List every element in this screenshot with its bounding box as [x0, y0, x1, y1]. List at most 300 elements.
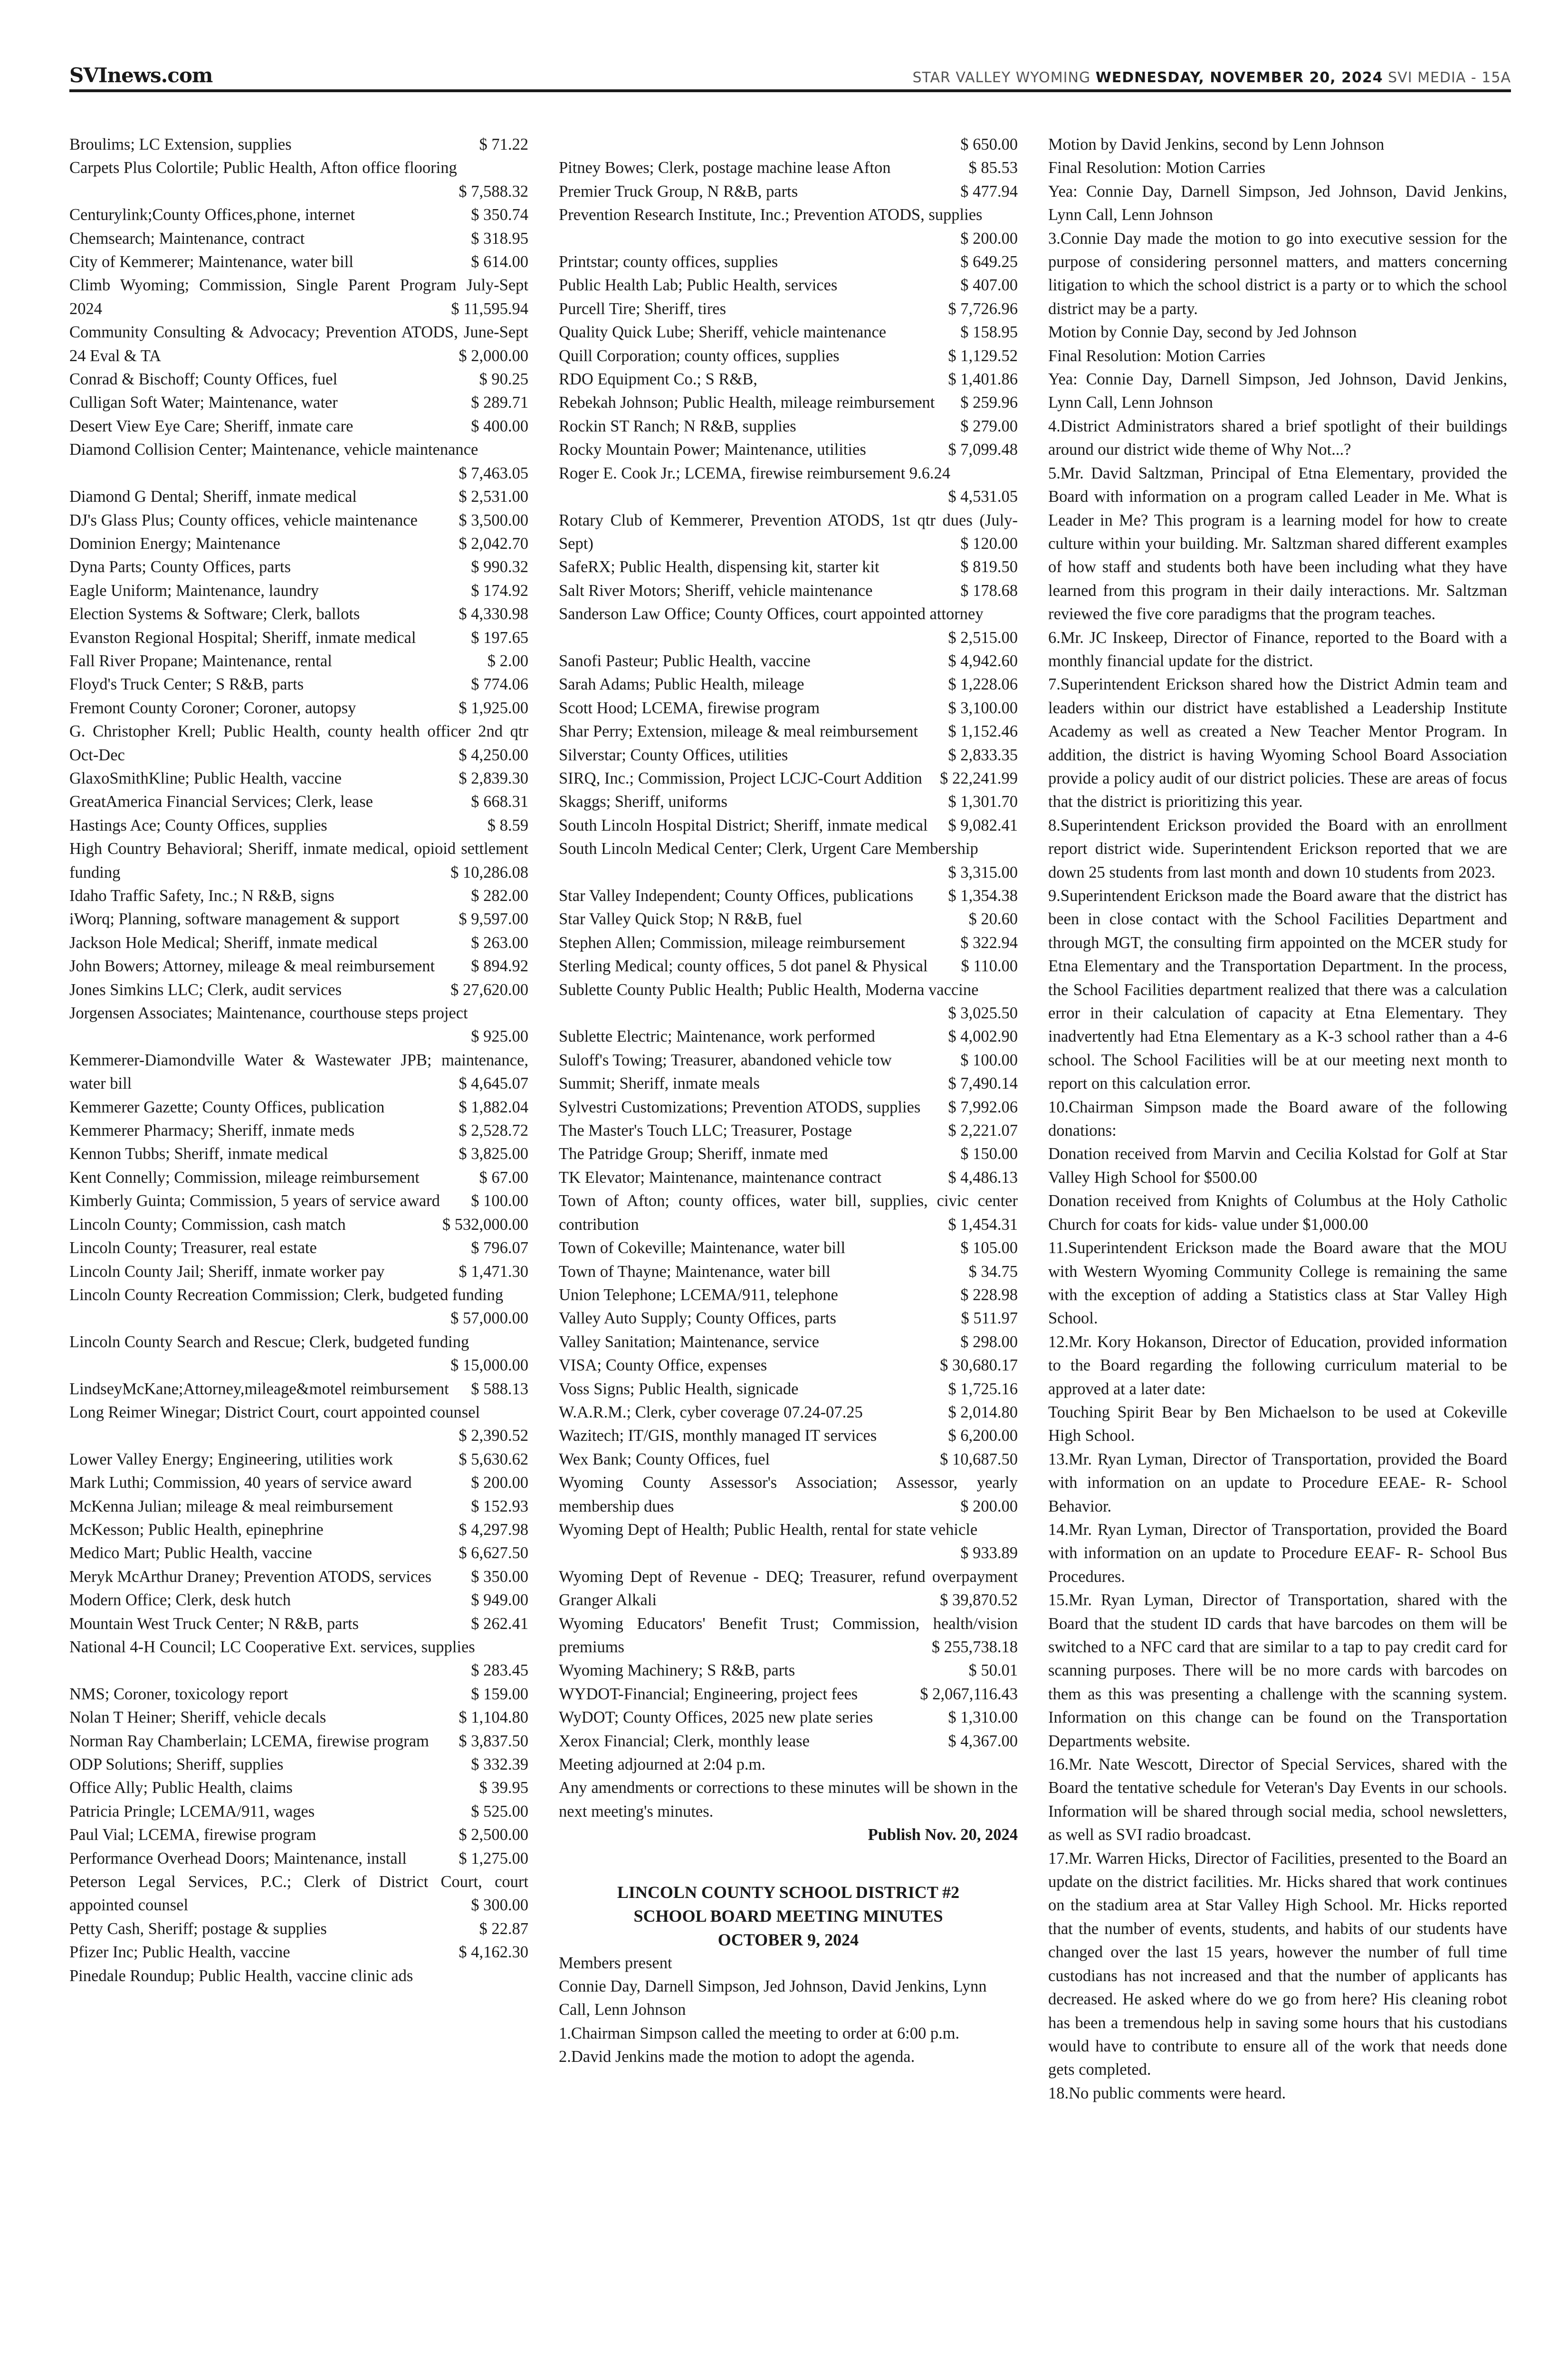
members-list: Connie Day, Darnell Simpson, Jed Johnson, David Jenkins, Lynn Call, Lenn Johnson: [559, 1977, 987, 2019]
notice-title-district: LINCOLN COUNTY SCHOOL DISTRICT #2: [617, 1882, 960, 1902]
expenditure-amount: $ 1,228.06: [948, 675, 1018, 694]
expenditure-description: Wyoming Dept of Revenue - DEQ; Treasurer, refund overpayment Granger Alkali: [559, 1567, 1018, 1610]
folio-page: SVI MEDIA - 15A: [1388, 69, 1511, 86]
expenditure-description: Lincoln County Search and Rescue; Clerk, budgeted funding: [69, 1332, 469, 1351]
expenditure-entry: [69, 1331, 528, 1378]
expenditure-entry: [559, 274, 1018, 297]
minutes-paragraph: 13.Mr. Ryan Lyman, Director of Transportation, provided the Board with information on an update to Procedure EEAE- R- School Behavior.: [1048, 1450, 1507, 1515]
expenditure-entry: [69, 227, 528, 250]
expenditure-entry: [559, 1424, 1018, 1447]
expenditure-description: Kemmerer Gazette; County Offices, publication: [69, 1098, 385, 1116]
expenditure-description: Mark Luthi; Commission, 40 years of service award: [69, 1474, 412, 1492]
expenditure-description: Roger E. Cook Jr.; LCEMA, firewise reimbursement 9.6.24: [559, 464, 951, 482]
expenditure-entry: [559, 556, 1018, 579]
expenditure-amount: $ 255,738.18: [931, 1638, 1018, 1656]
expenditure-amount: $ 4,367.00: [948, 1732, 1018, 1750]
expenditure-entry: [69, 1683, 528, 1706]
expenditure-description: Pfizer Inc; Public Health, vaccine: [69, 1943, 290, 1962]
expenditure-description: Performance Overhead Doors; Maintenance, install: [69, 1849, 407, 1868]
expenditure-entry: [69, 1518, 528, 1542]
adjournment-note: Meeting adjourned at 2:04 p.m.: [559, 1755, 765, 1774]
expenditure-description: Dyna Parts; County Offices, parts: [69, 558, 291, 576]
expenditure-entry: [69, 1964, 528, 1988]
expenditure-description: Diamond G Dental; Sheriff, inmate medical: [69, 488, 357, 506]
expenditure-amount: $ 174.92: [471, 581, 528, 600]
expenditure-amount: $ 668.31: [471, 793, 528, 811]
expenditure-amount: $ 159.00: [471, 1685, 528, 1703]
expenditure-description: Eagle Uniform; Maintenance, laundry: [69, 581, 319, 600]
expenditure-amount: $ 511.97: [961, 1309, 1018, 1328]
expenditure-description: Town of Afton; county offices, water bill, supplies, civic center contribution: [559, 1192, 1018, 1234]
expenditure-description: TK Elevator; Maintenance, maintenance contract: [559, 1168, 882, 1187]
minutes-paragraph: 11.Superintendent Erickson made the Board aware that the MOU with Western Wyoming Community College is remaining the same with the exception of adding a Statistics class at Star Valley High School.: [1048, 1239, 1507, 1328]
expenditure-amount: $ 4,002.90: [948, 1027, 1018, 1046]
expenditure-description: RDO Equipment Co.; S R&B,: [559, 370, 757, 389]
minutes-paragraph: 14.Mr. Ryan Lyman, Director of Transportation, provided the Board with information on an update to Procedure EEAF- R- School Bus Procedures.: [1048, 1520, 1507, 1586]
expenditure-description: Medico Mart; Public Health, vaccine: [69, 1544, 312, 1562]
expenditure-entry: [559, 744, 1018, 767]
expenditure-description: National 4-H Council; LC Cooperative Ext. services, supplies: [69, 1638, 475, 1656]
expenditure-amount: $ 3,837.50: [459, 1732, 528, 1750]
expenditure-amount: $ 289.71: [471, 393, 528, 412]
expenditure-entry: [559, 697, 1018, 720]
expenditure-amount: $ 178.68: [960, 581, 1018, 600]
expenditure-amount: $ 71.22: [479, 135, 528, 153]
expenditure-entry: [69, 1471, 528, 1495]
expenditure-entry: [69, 837, 528, 884]
expenditure-description: WYDOT-Financial; Engineering, project fees: [559, 1685, 858, 1703]
expenditure-amount: $ 4,297.98: [459, 1520, 528, 1539]
expenditure-amount: $ 298.00: [960, 1332, 1018, 1351]
expenditure-amount: $ 11,595.94: [451, 299, 528, 318]
expenditure-amount: $ 3,315.00: [948, 863, 1018, 881]
expenditure-entry: [69, 532, 528, 556]
expenditure-description: Voss Signs; Public Health, signicade: [559, 1380, 799, 1398]
expenditure-description: Wex Bank; County Offices, fuel: [559, 1450, 770, 1468]
expenditure-amount: $ 263.00: [471, 933, 528, 952]
minutes-paragraph: Donation received from Knights of Columbus at the Holy Catholic Church for coats for kids- value under $1,000.00: [1048, 1192, 1507, 1234]
expenditure-entry: [559, 509, 1018, 556]
expenditure-entry: [559, 1518, 1018, 1565]
expenditure-entry: [559, 391, 1018, 414]
expenditure-entry: [559, 1049, 1018, 1072]
minutes-paragraph: Final Resolution: Motion Carries: [1048, 346, 1266, 365]
expenditure-entry: [69, 1401, 528, 1448]
expenditure-entry: [559, 1025, 1018, 1048]
expenditure-amount: $ 990.32: [471, 558, 528, 576]
expenditure-entry: [69, 1189, 528, 1213]
expenditure-description: Peterson Legal Services, P.C.; Clerk of District Court, court appointed counsel: [69, 1873, 528, 1915]
expenditure-entry: [559, 368, 1018, 391]
expenditure-amount: $ 152.93: [471, 1497, 528, 1515]
expenditure-entry: [69, 697, 528, 720]
expenditure-amount: $ 200.00: [960, 229, 1018, 248]
expenditure-amount: $ 407.00: [960, 276, 1018, 295]
minutes-paragraph: 10.Chairman Simpson made the Board aware of the following donations:: [1048, 1098, 1507, 1140]
expenditure-description: Kemmerer-Diamondville Water & Wastewater JPB; maintenance, water bill: [69, 1051, 528, 1093]
expenditure-entry: [559, 1119, 1018, 1142]
expenditure-amount: $ 100.00: [960, 1051, 1018, 1069]
expenditure-description: Purcell Tire; Sheriff, tires: [559, 299, 727, 318]
expenditure-amount: $ 228.98: [960, 1285, 1018, 1304]
expenditure-amount: $ 90.25: [479, 370, 528, 389]
expenditure-description: Culligan Soft Water; Maintenance, water: [69, 393, 338, 412]
expenditure-entry: [559, 1354, 1018, 1377]
expenditure-amount: $ 3,100.00: [948, 699, 1018, 717]
expenditure-description: Stephen Allen; Commission, mileage reimbursement: [559, 933, 906, 952]
expenditure-entry: [559, 814, 1018, 837]
expenditure-amount: $ 4,330.98: [459, 605, 528, 623]
expenditure-amount: $ 1,882.04: [459, 1098, 528, 1116]
expenditure-entry: [559, 1659, 1018, 1682]
expenditure-description: Rotary Club of Kemmerer, Prevention ATODS, 1st qtr dues (July-Sept): [559, 511, 1018, 553]
expenditure-amount: $ 933.89: [960, 1544, 1018, 1562]
expenditure-entry: [559, 180, 1018, 203]
expenditure-amount: $ 3,500.00: [459, 511, 528, 529]
notice-title: [559, 1880, 1018, 1952]
expenditure-entry: [69, 1236, 528, 1260]
expenditure-description: Rockin ST Ranch; N R&B, supplies: [559, 417, 796, 435]
minutes-paragraph: Yea: Connie Day, Darnell Simpson, Jed Johnson, David Jenkins, Lynn Call, Lenn Johnson: [1048, 370, 1507, 412]
expenditure-entry: [559, 1448, 1018, 1471]
expenditure-list-continued: [559, 133, 1018, 1753]
expenditure-amount: $ 2,515.00: [948, 628, 1018, 647]
expenditure-description: Long Reimer Winegar; District Court, court appointed counsel: [69, 1403, 480, 1421]
expenditure-entry: [559, 321, 1018, 344]
expenditure-description: Premier Truck Group, N R&B, parts: [559, 182, 798, 201]
page-header: [69, 64, 1511, 92]
members-present-label: Members present: [559, 1954, 672, 1972]
site-name[interactable]: SVInews.com: [69, 64, 213, 87]
expenditure-entry: [559, 978, 1018, 1025]
expenditure-description: Town of Cokeville; Maintenance, water bill: [559, 1239, 846, 1257]
expenditure-amount: $ 350.74: [471, 206, 528, 224]
expenditure-entry: [559, 884, 1018, 908]
expenditure-entry: [69, 321, 528, 368]
expenditure-amount: $ 150.00: [960, 1145, 1018, 1163]
expenditure-entry: [69, 1823, 528, 1847]
expenditure-description: ODP Solutions; Sheriff, supplies: [69, 1755, 284, 1774]
expenditure-description: Sanderson Law Office; County Offices, court appointed attorney: [559, 605, 984, 623]
expenditure-entry: [69, 673, 528, 696]
expenditure-description: Summit; Sheriff, inmate meals: [559, 1074, 760, 1093]
expenditure-amount: $ 7,992.06: [948, 1098, 1018, 1116]
expenditure-description: WyDOT; County Offices, 2025 new plate series: [559, 1708, 873, 1727]
expenditure-amount: $ 4,250.00: [459, 746, 528, 764]
expenditure-description: GlaxoSmithKline; Public Health, vaccine: [69, 769, 342, 787]
expenditure-description: Xerox Financial; Clerk, monthly lease: [559, 1732, 810, 1750]
expenditure-entry: [69, 1213, 528, 1236]
expenditure-amount: $ 614.00: [471, 253, 528, 271]
expenditure-description: Sterling Medical; county offices, 5 dot panel & Physical: [559, 957, 928, 976]
expenditure-amount: $ 650.00: [960, 135, 1018, 153]
expenditure-amount: $ 1,725.16: [948, 1380, 1018, 1398]
expenditure-entry: [559, 415, 1018, 438]
expenditure-amount: $ 894.92: [471, 957, 528, 976]
expenditure-entry: [559, 1331, 1018, 1354]
expenditure-entry: [69, 579, 528, 603]
expenditure-amount: $ 262.41: [471, 1614, 528, 1633]
expenditure-description: Lincoln County Jail; Sheriff, inmate worker pay: [69, 1262, 385, 1281]
expenditure-amount: $ 7,099.48: [948, 441, 1018, 459]
expenditure-amount: $ 2,014.80: [948, 1403, 1018, 1421]
expenditure-description: Skaggs; Sheriff, uniforms: [559, 793, 727, 811]
expenditure-amount: $ 34.75: [968, 1262, 1018, 1281]
expenditure-amount: $ 1,354.38: [948, 887, 1018, 905]
expenditure-amount: $ 2.00: [487, 651, 528, 670]
expenditure-amount: $ 2,839.30: [459, 769, 528, 787]
expenditure-description: Norman Ray Chamberlain; LCEMA, firewise program: [69, 1732, 429, 1750]
expenditure-entry: [559, 1401, 1018, 1424]
expenditure-entry: [69, 1870, 528, 1917]
expenditure-entry: [69, 908, 528, 931]
expenditure-entry: [69, 1612, 528, 1636]
expenditure-description: John Bowers; Attorney, mileage & meal reimbursement: [69, 957, 435, 976]
expenditure-entry: [559, 1706, 1018, 1729]
expenditure-entry: [69, 156, 528, 203]
expenditure-entry: [69, 274, 528, 321]
expenditure-amount: $ 27,620.00: [450, 980, 528, 999]
expenditure-description: Fall River Propane; Maintenance, rental: [69, 651, 332, 670]
expenditure-entry: [69, 1378, 528, 1401]
expenditure-entry: [69, 626, 528, 650]
expenditure-description: LindseyMcKane;Attorney,mileage&motel reimbursement: [69, 1380, 449, 1398]
expenditure-description: Conrad & Bischoff; County Offices, fuel: [69, 370, 338, 389]
expenditure-description: Petty Cash, Sheriff; postage & supplies: [69, 1919, 327, 1938]
expenditure-amount: $ 532,000.00: [442, 1215, 528, 1234]
minutes-paragraph: 15.Mr. Ryan Lyman, Director of Transportation, shared with the Board that the student ID cards that have barcodes on them will be switched to a NFC card that are similar to a tap to pay credit card for scanning purposes. There will be no more cards with barcodes on them as this was presenting a challenge with the scanning system. Information on this change can be found on the Transportation Departments website.: [1048, 1591, 1507, 1750]
expenditure-description: The Master's Touch LLC; Treasurer, Postage: [559, 1121, 852, 1140]
expenditure-entry: [69, 1753, 528, 1776]
minutes-paragraph: 6.Mr. JC Inskeep, Director of Finance, reported to the Board with a monthly financial update for the district.: [1048, 628, 1507, 670]
expenditure-amount: $ 200.00: [471, 1474, 528, 1492]
minutes-item: 2.David Jenkins made the motion to adopt the agenda.: [559, 2048, 915, 2066]
minutes-paragraph: Touching Spirit Bear by Ben Michaelson to be used at Cokeville High School.: [1048, 1403, 1507, 1445]
expenditure-description: DJ's Glass Plus; County offices, vehicle maintenance: [69, 511, 418, 529]
expenditure-entry: [559, 955, 1018, 978]
expenditure-amount: $ 3,025.50: [948, 1004, 1018, 1023]
expenditure-entry: [69, 650, 528, 673]
expenditure-entry: [559, 1260, 1018, 1284]
expenditure-amount: $ 67.00: [479, 1168, 528, 1187]
expenditure-amount: $ 9,082.41: [948, 816, 1018, 834]
expenditure-amount: $ 819.50: [960, 558, 1018, 576]
expenditure-description: Dominion Energy; Maintenance: [69, 534, 280, 553]
publish-date: Publish Nov. 20, 2024: [868, 1826, 1018, 1844]
expenditure-entry: [559, 462, 1018, 509]
expenditure-entry: [69, 485, 528, 508]
expenditure-description: NMS; Coroner, toxicology report: [69, 1685, 288, 1703]
expenditure-amount: $ 300.00: [471, 1896, 528, 1915]
expenditure-description: Wyoming Machinery; S R&B, parts: [559, 1661, 795, 1680]
expenditure-entry: [69, 1636, 528, 1683]
expenditure-description: Floyd's Truck Center; S R&B, parts: [69, 675, 304, 694]
expenditure-description: Hastings Ace; County Offices, supplies: [69, 816, 327, 834]
expenditure-entry: [69, 1565, 528, 1589]
expenditure-amount: $ 39.95: [479, 1779, 528, 1797]
expenditure-description: Climb Wyoming; Commission, Single Parent Program July-Sept 2024: [69, 276, 528, 318]
expenditure-amount: $ 22.87: [479, 1919, 528, 1938]
expenditure-description: Meryk McArthur Draney; Prevention ATODS, services: [69, 1567, 432, 1586]
expenditure-description: Sublette Electric; Maintenance, work performed: [559, 1027, 875, 1046]
notice-title-date: OCTOBER 9, 2024: [717, 1930, 859, 1949]
expenditure-amount: $ 105.00: [960, 1239, 1018, 1257]
expenditure-entry: [69, 720, 528, 767]
expenditure-description: Wyoming County Assessor's Association; Assessor, yearly membership dues: [559, 1474, 1018, 1515]
expenditure-amount: $ 6,200.00: [948, 1427, 1018, 1445]
amendments-note: Any amendments or corrections to these minutes will be shown in the next meeting's minutes.: [559, 1779, 1018, 1820]
expenditure-amount: $ 332.39: [471, 1755, 528, 1774]
expenditure-description: Sarah Adams; Public Health, mileage: [559, 675, 804, 694]
expenditure-description: Wazitech; IT/GIS, monthly managed IT services: [559, 1427, 877, 1445]
expenditure-description: Town of Thayne; Maintenance, water bill: [559, 1262, 831, 1281]
expenditure-description: Jackson Hole Medical; Sheriff, inmate medical: [69, 933, 378, 952]
minutes-paragraph: 16.Mr. Nate Wescott, Director of Special Services, shared with the Board the tentative schedule for Veteran's Day Events in our schools. Information will be shared through social media, school newsletters, as well as SVI radio broadcast.: [1048, 1755, 1507, 1844]
expenditure-entry: [69, 767, 528, 790]
expenditure-amount: $ 2,500.00: [459, 1826, 528, 1844]
expenditure-description: South Lincoln Medical Center; Clerk, Urgent Care Membership: [559, 840, 978, 858]
expenditure-description: Shar Perry; Extension, mileage & meal reimbursement: [559, 722, 918, 741]
expenditure-amount: $ 649.25: [960, 253, 1018, 271]
expenditure-entry: [69, 438, 528, 485]
expenditure-amount: $ 1,310.00: [948, 1708, 1018, 1727]
expenditure-entry: [559, 1072, 1018, 1095]
expenditure-entry: [559, 156, 1018, 180]
expenditure-entry: [559, 1471, 1018, 1518]
folio-region: STAR VALLEY WYOMING: [912, 69, 1091, 86]
expenditure-description: Lincoln County; Commission, cash match: [69, 1215, 346, 1234]
expenditure-description: South Lincoln Hospital District; Sheriff, inmate medical: [559, 816, 928, 834]
expenditure-entry: [559, 345, 1018, 368]
expenditure-entry: [559, 133, 1018, 156]
expenditure-amount: $ 2,531.00: [459, 488, 528, 506]
expenditure-entry: [559, 1096, 1018, 1119]
expenditure-description: Nolan T Heiner; Sheriff, vehicle decals: [69, 1708, 326, 1727]
expenditure-entry: [559, 1612, 1018, 1659]
expenditure-description: Centurylink;County Offices,phone, internet: [69, 206, 355, 224]
expenditure-entry: [69, 1448, 528, 1471]
expenditure-entry: [559, 720, 1018, 743]
expenditure-entry: [559, 767, 1018, 790]
minutes-paragraph: Final Resolution: Motion Carries: [1048, 159, 1266, 177]
minutes-paragraph: Donation received from Marvin and Cecilia Kolstad for Golf at Star Valley High School for $500.00: [1048, 1145, 1507, 1187]
expenditure-description: Printstar; county offices, supplies: [559, 253, 778, 271]
expenditure-entry: [559, 837, 1018, 884]
expenditure-description: Evanston Regional Hospital; Sheriff, inmate medical: [69, 628, 416, 647]
expenditure-description: Quality Quick Lube; Sheriff, vehicle maintenance: [559, 323, 887, 342]
expenditure-entry: [69, 1284, 528, 1331]
expenditure-entry: [69, 1096, 528, 1119]
expenditure-entry: [69, 1917, 528, 1941]
minutes-paragraph: 12.Mr. Kory Hokanson, Director of Education, provided information to the Board regarding the following curriculum material to be approved at a later date:: [1048, 1332, 1507, 1398]
expenditure-description: Rocky Mountain Power; Maintenance, utilities: [559, 441, 866, 459]
expenditure-amount: $ 1,275.00: [459, 1849, 528, 1868]
expenditure-description: Lincoln County; Treasurer, real estate: [69, 1239, 317, 1257]
expenditure-entry: [69, 1706, 528, 1729]
expenditure-amount: $ 1,471.30: [459, 1262, 528, 1281]
expenditure-description: Star Valley Quick Stop; N R&B, fuel: [559, 910, 803, 929]
expenditure-entry: [69, 133, 528, 156]
minutes-paragraph: 7.Superintendent Erickson shared how the District Admin team and leaders within our district have established a Leadership Institute Academy as well as created a New Teacher Mentor Program. In addition, the district is having Wyoming School Board Association provide a policy audit of our district policies. These are areas of focus that the district is prioritizing this year.: [1048, 675, 1507, 811]
expenditure-description: Idaho Traffic Safety, Inc.; N R&B, signs: [69, 887, 335, 905]
expenditure-amount: $ 4,486.13: [948, 1168, 1018, 1187]
expenditure-description: McKenna Julian; mileage & meal reimbursement: [69, 1497, 393, 1515]
folio-date: WEDNESDAY, NOVEMBER 20, 2024: [1095, 69, 1383, 86]
expenditure-entry: [69, 1847, 528, 1870]
expenditure-amount: $ 318.95: [471, 229, 528, 248]
expenditure-description: Lower Valley Energy; Engineering, utilities work: [69, 1450, 393, 1468]
expenditure-amount: $ 7,726.96: [948, 299, 1018, 318]
expenditure-entry: [69, 415, 528, 438]
expenditure-description: G. Christopher Krell; Public Health, county health officer 2nd qtr Oct-Dec: [69, 722, 528, 764]
expenditure-amount: $ 85.53: [968, 159, 1018, 177]
minutes-paragraph: 9.Superintendent Erickson made the Board aware that the district has been in close contact with the School Facilities Department and through MGT, the consulting firm appointed on the MCER study for Etna Elementary and the Transportation Department. In the process, the School Facilities department realized that there was a calculation error in their calculation of capacity at Etna Elementary. They inadvertently had Etna Elementary as a K-3 school rather than a 4-6 school. The School Facilities will be at our meeting next month to report on this calculation error.: [1048, 887, 1507, 1093]
expenditure-entry: [559, 1284, 1018, 1307]
expenditure-amount: $ 925.00: [471, 1027, 528, 1046]
expenditure-amount: $ 6,627.50: [459, 1544, 528, 1562]
expenditure-description: Salt River Motors; Sheriff, vehicle maintenance: [559, 581, 873, 600]
expenditure-entry: [69, 1941, 528, 1964]
expenditure-description: Quill Corporation; county offices, supplies: [559, 346, 840, 365]
expenditure-description: City of Kemmerer; Maintenance, water bill: [69, 253, 354, 271]
expenditure-amount: $ 525.00: [471, 1802, 528, 1820]
minutes-item: 1.Chairman Simpson called the meeting to order at 6:00 p.m.: [559, 2024, 960, 2042]
expenditure-description: Pinedale Roundup; Public Health, vaccine clinic ads: [69, 1966, 413, 1985]
expenditure-description: GreatAmerica Financial Services; Clerk, lease: [69, 793, 373, 811]
expenditure-amount: $ 4,645.07: [459, 1074, 528, 1093]
expenditure-description: Desert View Eye Care; Sheriff, inmate care: [69, 417, 354, 435]
minutes-paragraph: 18.No public comments were heard.: [1048, 2084, 1286, 2102]
expenditure-entry: [69, 1002, 528, 1049]
expenditure-amount: $ 2,000.00: [459, 346, 528, 365]
expenditure-amount: $ 4,531.05: [948, 488, 1018, 506]
column-1-expenditures: [69, 133, 528, 2376]
expenditure-amount: $ 279.00: [960, 417, 1018, 435]
expenditure-amount: $ 15,000.00: [450, 1356, 528, 1375]
expenditure-description: Kemmerer Pharmacy; Sheriff, inmate meds: [69, 1121, 355, 1140]
expenditure-description: VISA; County Office, expenses: [559, 1356, 767, 1375]
expenditure-description: The Patridge Group; Sheriff, inmate med: [559, 1145, 828, 1163]
expenditure-entry: [69, 884, 528, 908]
expenditure-amount: $ 100.00: [471, 1192, 528, 1210]
expenditure-entry: [559, 438, 1018, 461]
expenditure-amount: $ 282.00: [471, 887, 528, 905]
expenditure-amount: $ 350.00: [471, 1567, 528, 1586]
expenditure-description: Kennon Tubbs; Sheriff, inmate medical: [69, 1145, 328, 1163]
expenditure-entry: [69, 1166, 528, 1189]
expenditure-description: Kent Connelly; Commission, mileage reimbursement: [69, 1168, 420, 1187]
expenditure-description: Wyoming Educators' Benefit Trust; Commission, health/vision premiums: [559, 1614, 1018, 1656]
expenditure-entry: [559, 1730, 1018, 1753]
expenditure-amount: $ 7,490.14: [948, 1074, 1018, 1093]
expenditure-amount: $ 2,221.07: [948, 1121, 1018, 1140]
expenditure-amount: $ 1,301.70: [948, 793, 1018, 811]
expenditure-description: Kimberly Guinta; Commission, 5 years of service award: [69, 1192, 440, 1210]
expenditure-amount: $ 39,870.52: [940, 1591, 1018, 1610]
expenditure-entry: [559, 250, 1018, 274]
expenditure-description: Jones Simkins LLC; Clerk, audit services: [69, 980, 342, 999]
expenditure-amount: $ 8.59: [487, 816, 528, 834]
expenditure-description: Modern Office; Clerk, desk hutch: [69, 1591, 291, 1610]
expenditure-entry: [69, 1800, 528, 1823]
expenditure-amount: $ 1,401.86: [948, 370, 1018, 389]
expenditure-amount: $ 2,390.52: [459, 1427, 528, 1445]
expenditure-amount: $ 1,104.80: [459, 1708, 528, 1727]
expenditure-entry: [559, 1683, 1018, 1706]
expenditure-description: Sylvestri Customizations; Prevention ATODS, supplies: [559, 1098, 921, 1116]
minutes-paragraph: Motion by Connie Day, second by Jed Johnson: [1048, 323, 1357, 342]
expenditure-amount: $ 7,463.05: [459, 464, 528, 482]
